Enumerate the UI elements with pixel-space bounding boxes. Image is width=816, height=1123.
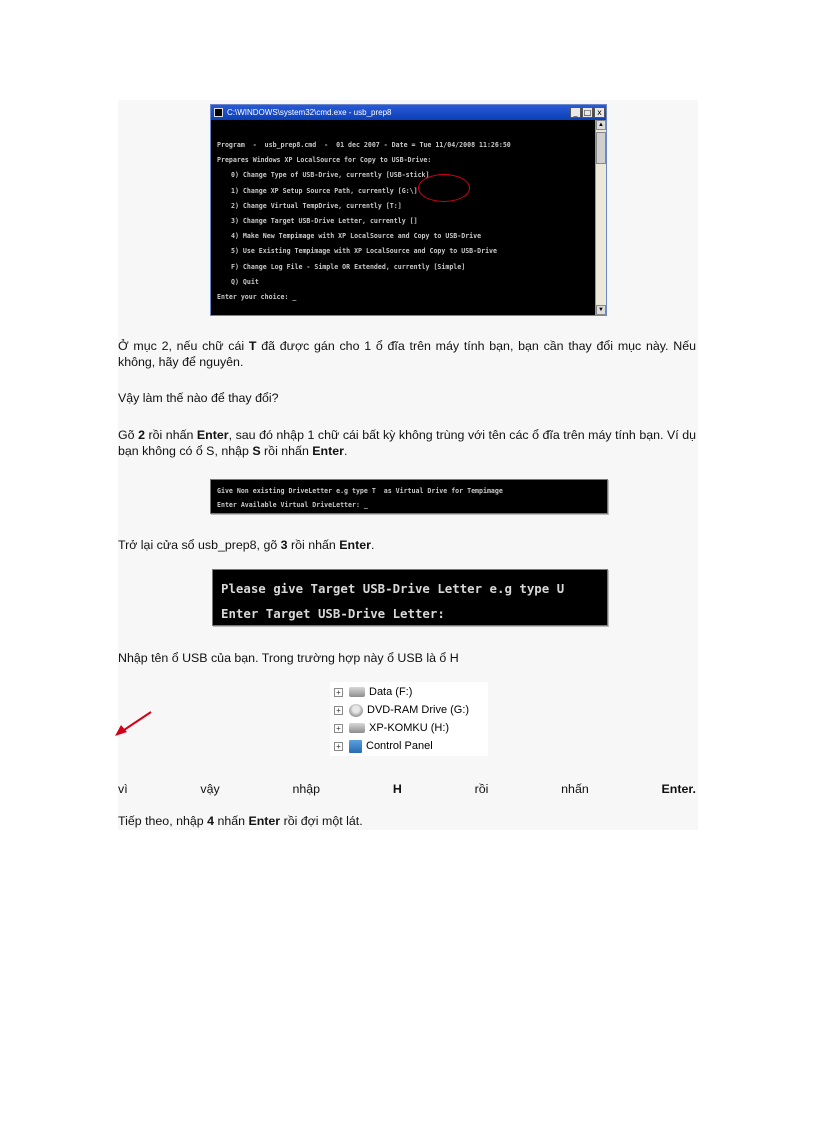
- usb-drive-icon: [349, 723, 365, 733]
- text-run: .: [370, 538, 375, 552]
- highlight-circle: [418, 174, 470, 202]
- tree-item-xp-komku-h: [334, 720, 449, 736]
- tree-item-data-f: [334, 684, 412, 700]
- cmd-line-enter-drive: Enter Available Virtual DriveLetter: _: [217, 501, 368, 509]
- cmd-line-option-5: 5) Use Existing Tempimage with XP LocalSource and Copy to USB-Drive: [231, 247, 497, 256]
- tree-item-dvd-g: [334, 702, 469, 718]
- text-run: Tiếp theo, nhập: [118, 814, 208, 828]
- cmd-titlebar: [211, 105, 606, 120]
- text-run: rồi nhấn: [287, 538, 340, 552]
- cmd-line-option-4: 4) Make New Tempimage with XP LocalSource and Copy to USB-Drive: [231, 232, 482, 241]
- cmd-app-icon: [214, 108, 223, 117]
- text-word: vậy: [200, 782, 220, 796]
- control-panel-icon: [349, 740, 362, 753]
- cmd-line-give-drive: Give Non existing DriveLetter e.g type T as Virtual Drive for Tempimage: [217, 487, 503, 495]
- cmd-line-option-3: 3) Change Target USB-Drive Letter, currently []: [231, 216, 418, 225]
- scroll-thumb: [596, 132, 606, 164]
- cmd-line-prepares: Prepares Windows XP LocalSource for Copy to USB-Drive:: [217, 156, 432, 165]
- text-run: rồi nhấn: [144, 428, 197, 442]
- expand-icon: +: [334, 724, 343, 733]
- dvd-drive-icon: [349, 704, 363, 717]
- cmd-line-program: Program - usb_prep8.cmd - 01 dec 2007 - Date = Tue 11/04/2008 11:26:50: [217, 141, 511, 149]
- maximize-button: □: [583, 108, 592, 117]
- text-run: .: [343, 444, 348, 458]
- paragraph-step-4: [118, 813, 696, 829]
- bold-key-4: 4: [207, 814, 214, 828]
- paragraph-step-2-note: [118, 338, 696, 370]
- tree-item-control-panel: [334, 738, 433, 754]
- text-run: , sau đó nhập 1 chữ cái bất kỳ không trùng với tên các ổ đĩa trên máy tính bạn. Ví dụ bạn không có ổ S, nhập: [118, 428, 696, 458]
- text-run: Trở lại cửa sổ usb_prep8, gõ: [118, 538, 281, 552]
- cmd-line-option-f: F) Change Log File - Simple OR Extended, currently [Simple]: [231, 262, 466, 271]
- bold-key-3: 3: [280, 538, 288, 552]
- cmd-window-screenshot: [210, 104, 607, 316]
- tree-item-label: XP-KOMKU (H:): [369, 722, 450, 734]
- scroll-down-icon: ▼: [596, 305, 606, 315]
- bold-letter-s: S: [252, 444, 261, 458]
- bold-enter: Enter: [248, 814, 281, 828]
- text-word: nhấn: [561, 782, 589, 796]
- cmd-line-enter-target: Enter Target USB-Drive Letter:: [221, 606, 445, 621]
- cmd-virtual-drive-prompt: [210, 479, 608, 514]
- cmd-line-option-q: Q) Quit: [231, 277, 259, 286]
- text-run: rồi đợi một lát.: [280, 814, 363, 828]
- cmd-title: C:\WINDOWS\system32\cmd.exe - usb_prep8: [227, 108, 392, 117]
- paragraph-step-2-instructions: [118, 427, 696, 459]
- cmd-output: [211, 120, 595, 315]
- expand-icon: +: [334, 706, 343, 715]
- minimize-button: _: [570, 107, 581, 118]
- text-word: rồi: [474, 782, 489, 796]
- close-button: x: [594, 107, 605, 118]
- bold-letter-t: T: [248, 339, 257, 353]
- cmd-line-give-target: Please give Target USB-Drive Letter e.g type U: [221, 581, 565, 596]
- red-arrow-icon: [113, 710, 153, 740]
- cmd-line-prompt: Enter your choice: _: [217, 292, 297, 301]
- cmd-line-option-2: 2) Change Virtual TempDrive, currently [T:]: [231, 201, 402, 210]
- text-run: Ở mục 2, nếu chữ cái: [118, 339, 249, 353]
- cmd-line-option-1: 1) Change XP Setup Source Path, currently [G:\]: [231, 186, 418, 195]
- expand-icon: +: [334, 688, 343, 697]
- bold-enter: Enter.: [661, 782, 696, 796]
- cmd-scrollbar: [595, 120, 606, 315]
- text-word: nhập: [292, 782, 321, 796]
- scroll-up-icon: ▲: [596, 120, 606, 130]
- tree-item-label: DVD-RAM Drive (G:): [367, 704, 470, 716]
- hard-drive-icon: [349, 687, 365, 697]
- bold-enter: Enter: [196, 428, 229, 442]
- tree-item-label: Control Panel: [366, 740, 433, 752]
- cmd-line-option-0: 0) Change Type of USB-Drive, currently [USB-stick]: [231, 171, 430, 180]
- text-run: Gõ: [118, 428, 139, 442]
- tree-item-label: Data (F:): [369, 686, 413, 698]
- expand-icon: +: [334, 742, 343, 751]
- explorer-tree-screenshot: [330, 682, 488, 756]
- paragraph-enter-h: [118, 781, 696, 797]
- text-run: rồi nhấn: [260, 444, 313, 458]
- paragraph-step-3: [118, 537, 696, 553]
- paragraph-usb-name: Nhập tên ổ USB của bạn. Trong trường hợp này ổ USB là ổ H: [118, 651, 459, 665]
- text-run: nhấn: [214, 814, 249, 828]
- text-word: vì: [118, 782, 128, 796]
- bold-letter-h: H: [392, 782, 402, 796]
- bold-enter: Enter: [339, 538, 371, 552]
- text-run: đã được gán cho 1 ổ đĩa trên máy tính bạn, bạn cần thay đổi mục này. Nếu không, hãy để nguyên.: [118, 339, 696, 369]
- paragraph-question: Vậy làm thế nào để thay đổi?: [118, 391, 279, 405]
- cmd-target-usb-prompt: [212, 569, 608, 626]
- bold-enter: Enter: [312, 444, 344, 458]
- bold-key-2: 2: [138, 428, 145, 442]
